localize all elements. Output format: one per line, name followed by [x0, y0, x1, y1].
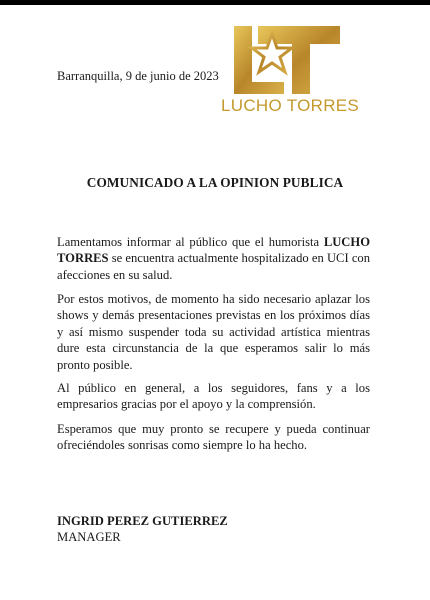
paragraph-2: Por estos motivos, de momento ha sido necesario aplazar los shows y demás presentaciones previstas en los próximos días y así mismo suspender toda su actividad artística mientras dure esta circunstancia de la que esperamos salir lo más pronto posible. [57, 292, 370, 372]
paragraph-4: Esperamos que muy pronto se recupere y pueda continuar ofreciéndoles sonrisas como siempre lo ha hecho. [57, 422, 370, 453]
document-title: COMUNICADO A LA OPINION PUBLICA [86, 175, 344, 190]
signature-name: INGRID PEREZ GUTIERREZ [57, 514, 228, 528]
paragraph-1-end: se encuentra actualmente hospitalizado en UCI con afecciones en su salud. [57, 251, 370, 282]
signature-role: MANAGER [57, 530, 121, 544]
paragraph-1 [57, 234, 370, 283]
artist-name: LUCHO TORRES [57, 235, 370, 266]
paragraph-1-start: Lamentamos informar al público que el humorista [57, 235, 324, 249]
brand-name: LUCHO TORRES [221, 96, 360, 115]
paragraph-3: Al público en general, a los seguidores, fans y a los empresarios gracias por el apoyo y la comprensión. [57, 381, 370, 412]
letter-date: Barranquilla, 9 de junio de 2023 [57, 69, 219, 83]
top-border [0, 0, 430, 5]
